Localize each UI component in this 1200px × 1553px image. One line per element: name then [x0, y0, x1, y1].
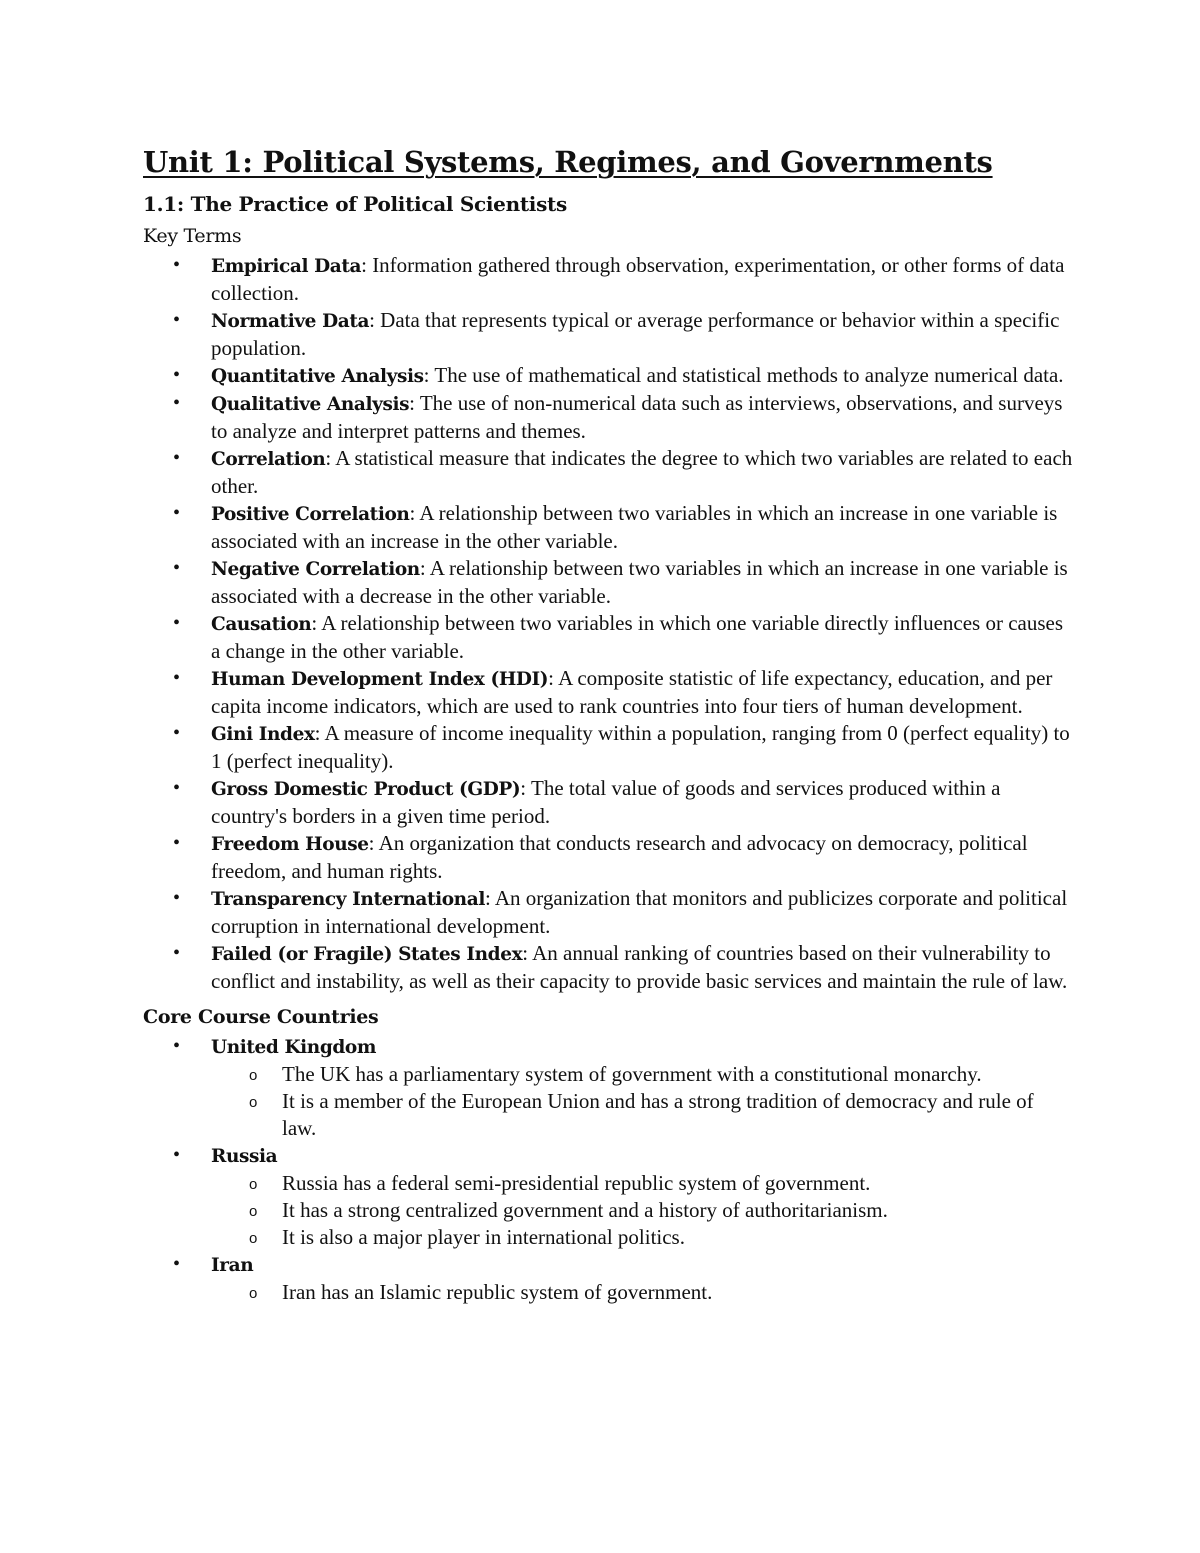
list-item	[143, 720, 1073, 775]
list-item: o The UK has a parliamentary system of government with a constitutional monarchy.	[143, 1061, 1073, 1088]
key-terms-list	[143, 252, 1073, 995]
term-name: Negative Correlation	[211, 559, 420, 580]
term-name: Failed (or Fragile) States Index	[211, 944, 523, 965]
list-item	[143, 362, 1073, 390]
term-definition: : The use of mathematical and statistical methods to analyze numerical data.	[423, 363, 1064, 387]
term-name: Causation	[211, 614, 312, 635]
section-heading: 1.1: The Practice of Political Scientists	[143, 192, 567, 216]
country-facts-list	[211, 1061, 1073, 1142]
term-definition: : An organization that conducts research and advocacy on democracy, political freedom, and human rights.	[211, 831, 1028, 883]
term-name: Empirical Data	[211, 256, 362, 277]
country-name: Iran	[211, 1255, 254, 1276]
term-definition: : A measure of income inequality within a population, ranging from 0 (perfect equality) to 1 (perfect inequality).	[211, 721, 1070, 773]
list-item	[143, 307, 1073, 362]
term-definition: : A relationship between two variables in which an increase in one variable is associated with a decrease in the other variable.	[211, 556, 1068, 608]
country-name: Russia	[211, 1146, 278, 1167]
term-definition: : Information gathered through observation, experimentation, or other forms of data collection.	[211, 253, 1065, 305]
list-item: o Russia has a federal semi-presidential republic system of government.	[143, 1170, 1073, 1197]
core-countries-heading: Core Course Countries	[143, 1006, 379, 1028]
term-name: Transparency International	[211, 889, 485, 910]
term-definition: : Data that represents typical or average performance or behavior within a specific population.	[211, 308, 1060, 360]
country-name: United Kingdom	[211, 1037, 377, 1058]
term-definition: : The use of non-numerical data such as interviews, observations, and surveys to analyze and interpret patterns and themes.	[211, 391, 1063, 443]
term-definition: : A relationship between two variables in which an increase in one variable is associated with an increase in the other variable.	[211, 501, 1058, 553]
term-definition: : A statistical measure that indicates the degree to which two variables are related to each other.	[211, 446, 1073, 498]
document-title: Unit 1: Political Systems, Regimes, and Governments	[143, 145, 993, 179]
country-facts-list	[211, 1170, 1073, 1251]
term-definition: : The total value of goods and services produced within a country's borders in a given time period.	[211, 776, 1001, 828]
list-item	[143, 445, 1073, 500]
country-item-iran	[143, 1251, 1073, 1306]
term-definition: : A composite statistic of life expectancy, education, and per capita income indicators, which are used to rank countries into four tiers of human development.	[211, 666, 1053, 718]
list-item	[143, 555, 1073, 610]
list-item	[143, 665, 1073, 720]
term-name: Correlation	[211, 449, 326, 470]
term-definition: : An annual ranking of countries based on their vulnerability to conflict and instability, as well as their capacity to provide basic services and maintain the rule of law.	[211, 941, 1068, 993]
list-item: o It has a strong centralized government and a history of authoritarianism.	[143, 1197, 1073, 1224]
list-item: o It is a member of the European Union and has a strong tradition of democracy and rule of law.	[143, 1088, 1073, 1142]
list-item	[143, 885, 1073, 940]
country-facts-list	[211, 1279, 1073, 1306]
term-name: Freedom House	[211, 834, 369, 855]
term-name: Qualitative Analysis	[211, 394, 410, 415]
list-item	[143, 252, 1073, 307]
term-definition: : An organization that monitors and publicizes corporate and political corruption in international development.	[211, 886, 1068, 938]
term-name: Gross Domestic Product (GDP)	[211, 779, 521, 800]
list-item	[143, 775, 1073, 830]
list-item: o It is also a major player in international politics.	[143, 1224, 1073, 1251]
term-name: Human Development Index (HDI)	[211, 669, 549, 690]
term-definition: : A relationship between two variables in which one variable directly influences or causes a change in the other variable.	[211, 611, 1064, 663]
key-terms-heading: Key Terms	[143, 225, 242, 247]
list-item	[143, 390, 1073, 445]
list-item	[143, 500, 1073, 555]
list-item: o Iran has an Islamic republic system of government.	[143, 1279, 1073, 1306]
country-item-united-kingdom	[143, 1033, 1073, 1142]
term-name: Positive Correlation	[211, 504, 410, 525]
list-item	[143, 940, 1073, 995]
term-name: Quantitative Analysis	[211, 366, 424, 387]
term-name: Gini Index	[211, 724, 315, 745]
term-name: Normative Data	[211, 311, 370, 332]
list-item	[143, 610, 1073, 665]
country-item-russia	[143, 1142, 1073, 1251]
list-item	[143, 830, 1073, 885]
countries-list	[143, 1033, 1073, 1306]
document-page	[143, 140, 1073, 1306]
